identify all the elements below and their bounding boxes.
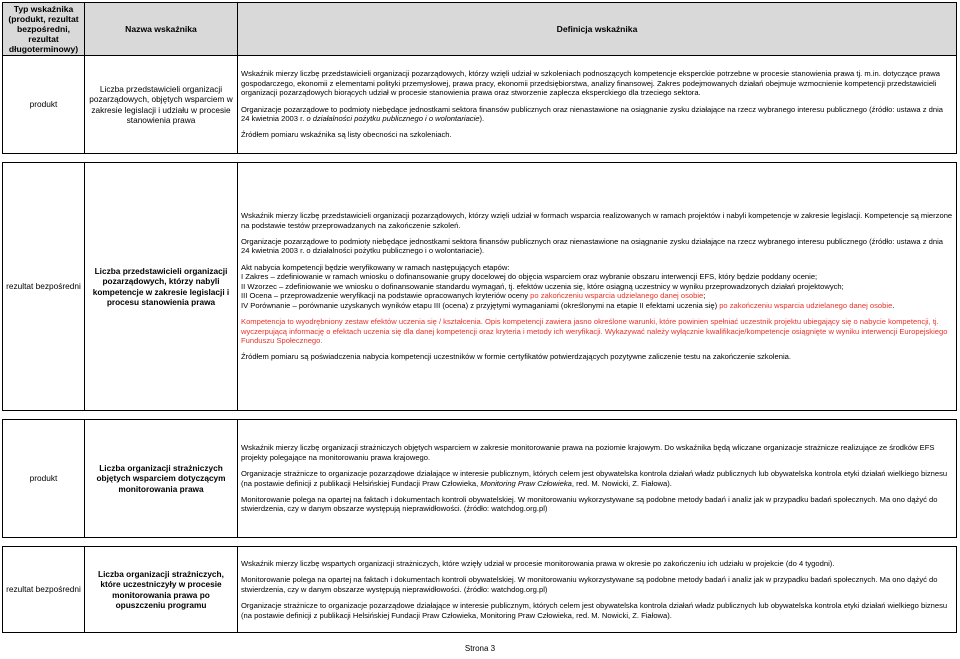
competence-definition: Kompetencja to wyodrębniony zestaw efektów uczenia się / kształcenia. Opis kompetencji zawiera jasno określone warunki, które powinien spełniać uczestnik projektu ubiegający się o nabycie kompetencji, tj. wyczerpującą informację o efektach uczenia się dla danej kompetencji oraz kryteria i metody ich weryfikacji. Wykazywać należy wyłącznie kwalifikacje/kompetencje osiągnięte w wyniku interwencji Europejskiego Funduszu Społecznego.: [241, 317, 948, 346]
indicator-definition: [238, 56, 957, 154]
page-number: Strona 3: [464, 644, 496, 653]
definition-paragraph: Wskaźnik mierzy liczbę przedstawicieli organizacji pozarządowych, którzy wzięli udział w szkoleniach podnoszących kompetencje eksperckie potrzebne w procesie stanowienia prawa tj. m.in. dotyczące prawa gospodarczego, ekonomii z elementami polityki przemysłowej, prawa pracy, ekonomii przedsiębiorstwa, analizy finansowej. Zakres podejmowanych działań obejmuje wzmocnienie kompetencji przedstawicieli organizacji pozarządowych biorących udział w procesie stanowienia prawa oraz stworzenie zaplecza eksperckiego dla trzeciego sektora.: [241, 69, 940, 98]
indicator-type: rezultat bezpośredni: [3, 163, 85, 411]
indicator-definition: [238, 163, 957, 411]
competence-stages: Akt nabycia kompetencji będzie weryfikowany w ramach następujących etapów: I Zakres – zdefiniowanie w ramach wniosku o dofinansowanie grupy docelowej do objęcia wsparciem oraz wybranie obszaru interwencji EFS, który będzie poddany ocenie; II Wzorzec – zdefiniowanie we wniosku o dofinansowanie standardu wymagań, tj. efektów uczenia się, które osiągną uczestnicy w wyniku przeprowadzonych działań projektowych; III Ocena – przeprowadzenie weryfikacji na podstawie opracowanych kryteriów oceny po zakończeniu wsparcia udzielanego danej osobie; IV Porównanie – porównanie uzyskanych wyników etapu III (ocena) z przyjętymi wymaganiami (określonymi na etapie II efektami uczenia się) po zakończeniu wsparcia udzielanego danej osobie.: [241, 262, 895, 310]
header-indicator-name: Nazwa wskaźnika: [85, 3, 238, 56]
header-indicator-type: Typ wskaźnika (produkt, rezultat bezpośredni, rezultat długoterminowy): [3, 3, 85, 56]
definition-paragraph: Organizacje pozarządowe to podmioty niebędące jednostkami sektora finansów publicznych oraz nienastawione na osiągnanie zysku działające na rzecz wybranego interesu publicznego (źródło: ustawa z dnia 24 kwietnia 2003 r. o działalności pożytku publicznego i o wolontariacie).: [241, 104, 943, 123]
definition-paragraph: Wskaźnik mierzy liczbę przedstawicieli organizacji pozarządowych, którzy wzięli udział w formach wsparcia realizowanych w ramach projektów i nabyli kompetencje w zakresie legislacji. Kompetencje są mierzone na podstawie testów przeprowadzanych na zakończenie szkoleń.: [241, 211, 953, 230]
table-row: [3, 547, 957, 633]
header-indicator-definition: Definicja wskaźnika: [238, 3, 957, 56]
definition-paragraph: Monitorowanie polega na opartej na faktach i dokumentach kontroli obywatelskiej. W monitorowaniu wykorzystywane są podobne metody badań i analiz jak w przypadku badań społecznych. Ma ono dążyć do stwierdzenia, czy w danym obszarze występują nieprawidłowości. (źródło: watchdog.org.pl): [241, 575, 938, 594]
indicator-type: produkt: [3, 420, 85, 538]
table-row: [3, 56, 957, 154]
table-row: [3, 163, 957, 411]
indicator-table: [2, 2, 957, 633]
definition-paragraph: Monitorowanie polega na opartej na faktach i dokumentach kontroli obywatelskiej. W monitorowaniu wykorzystywane są podobne metody badań i analiz jak w przypadku badań społecznych. Ma ono dążyć do stwierdzenia, czy w danym obszarze występują nieprawidłowości. (źródło: watchdog.org.pl): [241, 494, 938, 514]
definition-paragraph: Organizacje strażnicze to organizacje pozarządowe działające w interesie publicznym, których celem jest obywatelska kontrola działań władz publicznych lub obywatelska kontrola etyki działań wielkiego biznesu (na postawie definicji z publikacji Helsińskiej Fundacji Praw Człowieka, Monitoring Praw Człowieka, red. M. Nowicki, Z. Fiałowa).: [241, 469, 948, 488]
table-row: [3, 420, 957, 538]
definition-paragraph: Organizacje pozarządowe to podmioty niebędące jednostkami sektora finansów publicznych oraz nienastawione na osiągnanie zysku działające na rzecz wybranego interesu publicznego (źródło: ustawa z dnia 24 kwietnia 2003 r. o działalności pożytku publicznego i o wolontariacie).: [241, 236, 943, 256]
definition-paragraph: Wskaźnik mierzy liczbę organizacji strażniczych objętych wsparciem w zakresie monitorowanie prawa na poziomie krajowym. Do wskaźnika będą wliczane organizacje strażnicze realizujące ze środków EFS projekty polegające na monitorowaniu prawa krajowego.: [241, 443, 935, 462]
indicator-name: Liczba organizacji strażniczych, które uczestniczyły w procesie monitorowania prawa po opuszczeniu programu: [85, 547, 238, 633]
definition-paragraph: Wskaźnik mierzy liczbę wspartych organizacji strażniczych, które wzięły udział w procesie monitorowania prawa w okresie po zakończeniu ich udziału w projekcie (do 4 tygodni).: [241, 558, 835, 568]
indicator-type: rezultat bezpośredni: [3, 547, 85, 633]
indicator-type: produkt: [3, 56, 85, 154]
definition-source: Źródłem pomiaru wskaźnika są listy obecności na szkoleniach.: [241, 130, 452, 140]
indicator-name: Liczba organizacji strażniczych objętych wsparciem dotyczącym monitorowania prawa: [85, 420, 238, 538]
indicator-name: Liczba przedstawicieli organizacji pozarządowych, którzy nabyli kompetencje w zakresie legislacji i procesu stanowienia prawa: [85, 163, 238, 411]
definition-paragraph: Organizacje strażnicze to organizacje pozarządowe działające w interesie publicznym, których celem jest obywatelska kontrola działań władz publicznych lub obywatelska kontrola etyki działań wielkiego biznesu (na postawie definicji z publikacji Helsińskiej Fundacji Praw Człowieka, Monitoring Praw Człowieka, red. M. Nowicki, Z. Fiałowa).: [241, 601, 948, 620]
indicator-definition: [238, 420, 957, 538]
definition-source: Źródłem pomiaru są poświadczenia nabycia kompetencji uczestników w formie certyfikatów potwierdzających pozytywne zaliczenie testu na zakończenie szkolenia.: [241, 352, 791, 362]
table-header-row: [3, 3, 957, 56]
indicator-definition: [238, 547, 957, 633]
indicator-name: Liczba przedstawicieli organizacji pozarządowych, objętych wsparciem w zakresie legislacji i udziału w procesie stanowienia prawa: [85, 56, 238, 154]
